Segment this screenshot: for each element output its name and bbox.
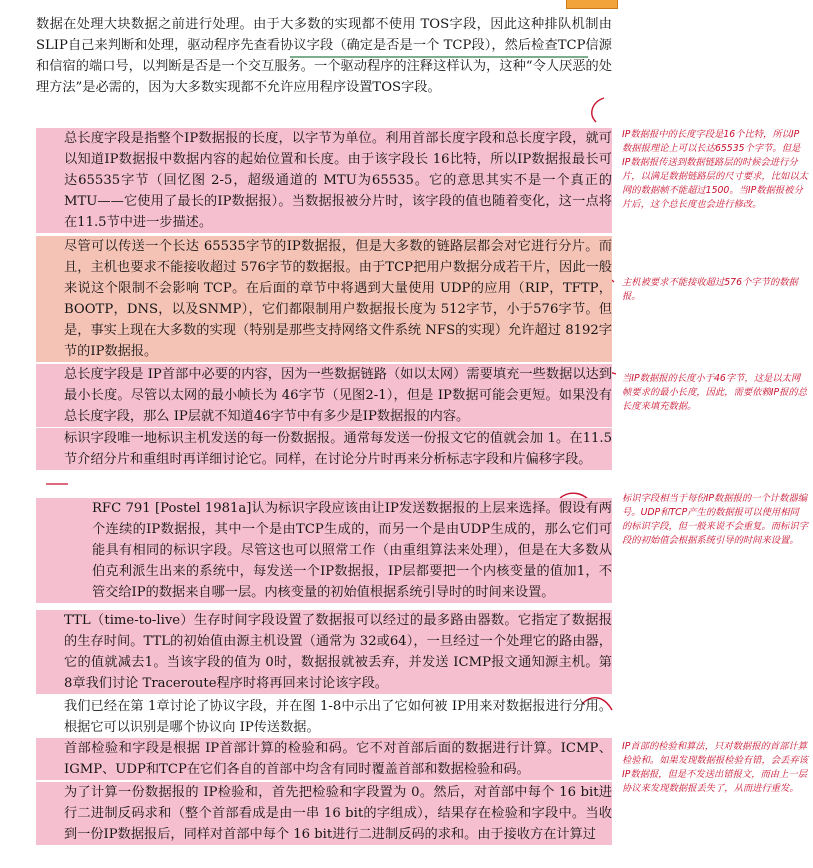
paragraph-ttl: [36, 610, 612, 694]
highlighted-text: 总长度字段是指整个IP数据报的长度，以字节为单位。利用首部长度字段和总长度字段，就可以知道IP数据报中数据内容的起始位置和长度。由于该字段长 16比特，所以IP数据报最长可达65535字节（回忆图 2-5，超级通道的 MTU为65535。它的意思其实不是一个真正的MTU——它使用了最长的IP数据报）。当数据报被分片时，该字段的值也随着变化，这一点将在11.5节中进一步描述。: [36, 128, 612, 233]
highlighted-text: RFC 791 [Postel 1981a]认为标识字段应该由让IP发送数据报的上层来选择。假设有两个连续的IP数据报，其中一个是由TCP生成的，而另一个是由UDP生成的，那么它们可能具有相同的标识字段。尽管这也可以照常工作（由重组算法来处理），但是在大多数从伯克利派生出来的系统中，每发送一个IP数据报，IP层都要把一个内核变量的值加1，不管交给IP的数据来自哪一层。内核变量的初始值根据系统引导时的时间来设置。: [36, 498, 612, 603]
paragraph-checksum-calc: [36, 782, 612, 845]
paragraph-total-length: [36, 128, 612, 233]
highlighted-text: 为了计算一份数据报的 IP检验和，首先把检验和字段置为 0。然后，对首部中每个 16 bit进行二进制反码求和（整个首部看成是由一串 16 bit的字组成），结果存在检验和字段中。当收到一份IP数据报后，同样对首部中每个 16 bit进行二进制反码的求和。由于接收方在计算过: [36, 782, 612, 845]
paragraph-rfc791: [36, 498, 612, 603]
handwritten-note-576: 主机被要求不能接收超过576个字节的数据报。: [622, 277, 798, 302]
handwritten-note-checksum: IP首部的检验和算法，只对数据报的首部计算检验和。如果发现数据报检验有错，会丢弃该IP数据报，但是不发送出错报文，而由上一层协议来发现数据报丢失了，从而进行重发。: [622, 741, 808, 794]
paragraph-min-length: [36, 364, 612, 427]
paragraph-checksum: [36, 738, 612, 780]
highlighted-text: 总长度字段是 IP首部中必要的内容，因为一些数据链路（如以太网）需要填充一些数据以达到最小长度。尽管以太网的最小帧长为 46字节（见图2-1），但是 IP数据可能会更短。如果没有总长度字段，那么 IP层就不知道46字节中有多少是IP数据报的内容。: [36, 364, 612, 427]
page-tab-marker: [566, 0, 618, 9]
paragraph-protocol: [36, 696, 612, 738]
handwritten-note-total-length: IP数据报中的长度字段是16个比特，所以IP数据报理论上可以长达65535个字节。但是IP数据报传送到数据链路层的时候会进行分片，以满足数据链路层的尺寸要求，比如以太网的数据帧不能超过1500。当IP数据报被分片后，这个总长度也会进行修改。: [622, 129, 808, 210]
highlighted-text: 首部检验和字段是根据 IP首部计算的检验和码。它不对首部后面的数据进行计算。ICMP、IGMP、UDP和TCP在它们各自的首部中均含有同时覆盖首部和数据检验和码。: [36, 738, 612, 780]
highlighted-text: 标识字段唯一地标识主机发送的每一份数据报。通常每发送一份报文它的值就会加 1。在11.5节介绍分片和重组时再详细讨论它。同样，在讨论分片时再来分析标志字段和片偏移字段。: [36, 428, 612, 470]
paragraph-tos: 数据在处理大块数据之前进行处理。由于大多数的实现都不使用 TOS字段，因此这种排队机制由SLIP自己来判断和处理，驱动程序先查看协议字段（确定是否是一个 TCP段），然后检查TCP信源和信宿的端口号，以判断是否是一个交互服务。一个驱动程序的注释这样认为，这种“令人厌恶的处理方法”是必需的，因为大多数实现都不允许应用程序设置TOS字段。: [36, 17, 612, 95]
bracket-curve: [592, 98, 604, 122]
paragraph-text: 我们已经在第 1章讨论了协议字段，并在图 1-8中示出了它如何被 IP用来对数据报进行分用。根据它可以识别是哪个协议向 IP传送数据。: [64, 699, 612, 735]
paragraph-576-limit: [36, 236, 612, 362]
handwritten-note-min-frame: 当IP数据报的长度小于46字节，这是以太网帧要求的最小长度，因此，需要依赖IP报的总长度来填充数据。: [622, 373, 807, 412]
highlighted-text: 尽管可以传送一个长达 65535字节的IP数据报，但是大多数的链路层都会对它进行分片。而且，主机也要求不能接收超过 576字节的数据报。由于TCP把用户数据分成若干片，因此一般来说这个限制不会影响 TCP。在后面的章节中将遇到大量使用 UDP的应用（RIP，TFTP，BOOTP，DNS，以及SNMP），它们都限制用户数据报长度为 512字节，小于576字节。但是，事实上现在大多数的实现（特别是那些支持网络文件系统 NFS的实现）允许超过 8192字节的IP数据报。: [36, 236, 612, 362]
highlighted-text: TTL（time-to-live）生存时间字段设置了数据报可以经过的最多路由器数。它指定了数据报的生存时间。TTL的初始值由源主机设置（通常为 32或64），一旦经过一个处理它的路由器，它的值就减去1。当该字段的值为 0时，数据报就被丢弃，并发送 ICMP报文通知源主机。第 8章我们讨论 Traceroute程序时将再回来讨论该字段。: [36, 610, 612, 694]
paragraph-identification: [36, 428, 612, 470]
handwritten-note-identification: 标识字段相当于每份IP数据报的一个计数器编号。UDP和TCP产生的数据报可以使用相同的标识字段，但一般来说不会重复。而标识字段的初始值会根据系统引导的时间来设置。: [622, 493, 808, 546]
